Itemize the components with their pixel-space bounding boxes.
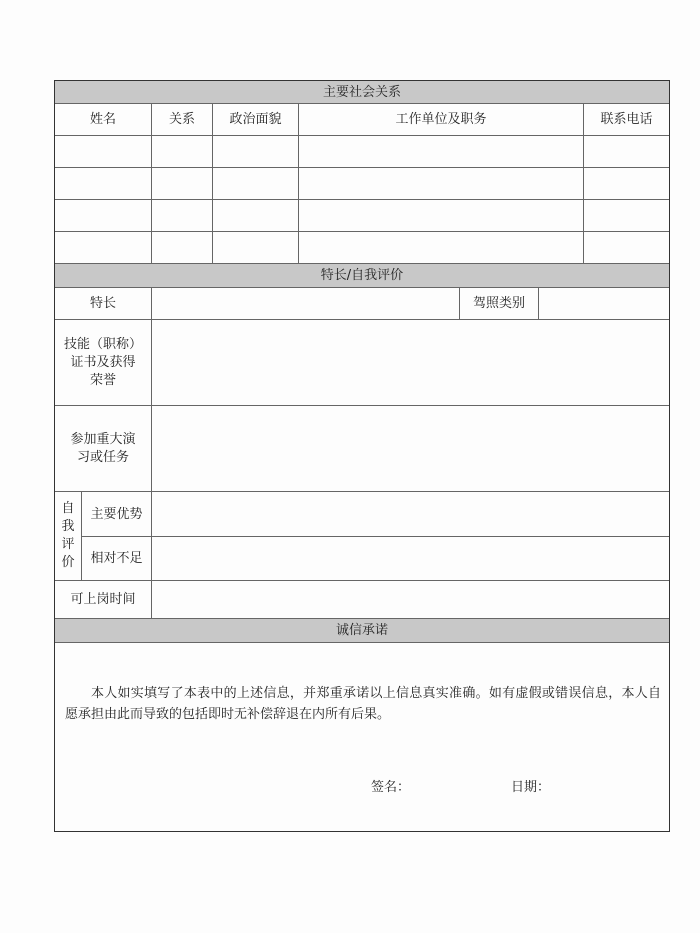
pledge-title: 诚信承诺 xyxy=(335,623,388,638)
column-header-political-status xyxy=(213,104,299,136)
date-label: 日期： xyxy=(511,780,551,795)
certificates-label-line-1: 技能（职称） xyxy=(63,336,142,352)
relation-row-4-phone[interactable] xyxy=(584,232,669,264)
relation-row-4-relation[interactable] xyxy=(152,232,213,264)
relation-row-1-relation[interactable] xyxy=(152,136,213,168)
license-label: 驾照类别 xyxy=(472,296,525,311)
relation-row-2-political[interactable] xyxy=(213,168,299,200)
weaknesses-label-cell xyxy=(82,537,152,581)
application-form xyxy=(54,80,670,832)
certificates-label-cell xyxy=(55,320,152,406)
certificates-label-line-2: 证书及获得 xyxy=(70,354,136,370)
column-header-phone xyxy=(584,104,669,136)
strengths-label-cell xyxy=(82,492,152,537)
relation-row-3-workplace[interactable] xyxy=(299,200,584,232)
relation-row-3-relation[interactable] xyxy=(152,200,213,232)
relation-row-4-name[interactable] xyxy=(55,232,152,264)
self-eval-label-cell xyxy=(55,492,82,581)
relation-row-1-workplace[interactable] xyxy=(299,136,584,168)
relation-row-2-relation[interactable] xyxy=(152,168,213,200)
relation-row-1-name[interactable] xyxy=(55,136,152,168)
column-relation-label: 关系 xyxy=(168,112,195,127)
column-workplace-label: 工作单位及职务 xyxy=(395,112,487,127)
specialty-label: 特长 xyxy=(89,296,116,311)
missions-label-line-2: 习或任务 xyxy=(76,449,129,465)
specialty-field[interactable] xyxy=(152,288,460,320)
relation-row-3-political[interactable] xyxy=(213,200,299,232)
certificates-label-line-3: 荣誉 xyxy=(89,372,116,388)
column-header-workplace xyxy=(299,104,584,136)
skills-header xyxy=(55,264,669,288)
relation-row-2-workplace[interactable] xyxy=(299,168,584,200)
signature-label: 签名： xyxy=(371,780,411,795)
strengths-label: 主要优势 xyxy=(90,506,143,522)
relation-row-1-phone[interactable] xyxy=(584,136,669,168)
availability-label: 可上岗时间 xyxy=(70,592,136,607)
social-relations-title: 主要社会关系 xyxy=(322,84,401,100)
self-eval-char-3: 评 xyxy=(61,537,75,552)
skills-title: 特长/自我评价 xyxy=(320,268,404,283)
relation-row-1-political[interactable] xyxy=(213,136,299,168)
relation-row-3-name[interactable] xyxy=(55,200,152,232)
specialty-label-cell xyxy=(55,288,152,320)
social-relations-header xyxy=(55,81,669,104)
column-political-label: 政治面貌 xyxy=(229,112,282,127)
self-eval-char-1: 自 xyxy=(61,501,75,516)
weaknesses-label: 相对不足 xyxy=(90,551,143,566)
column-header-name xyxy=(55,104,152,136)
relation-row-4-political[interactable] xyxy=(213,232,299,264)
missions-label-line-1: 参加重大演 xyxy=(70,431,136,447)
relation-row-4-workplace[interactable] xyxy=(299,232,584,264)
self-eval-char-4: 价 xyxy=(61,555,75,570)
license-label-cell xyxy=(460,288,539,320)
column-phone-label: 联系电话 xyxy=(600,112,653,127)
license-field[interactable] xyxy=(539,288,669,320)
relation-row-3-phone[interactable] xyxy=(584,200,669,232)
self-eval-char-2: 我 xyxy=(61,519,75,534)
missions-label-cell xyxy=(55,406,152,492)
column-header-relation xyxy=(152,104,213,136)
availability-field[interactable] xyxy=(152,581,669,619)
missions-field[interactable] xyxy=(152,406,669,492)
weaknesses-field[interactable] xyxy=(152,537,669,581)
certificates-field[interactable] xyxy=(152,320,669,406)
strengths-field[interactable] xyxy=(152,492,669,537)
pledge-section xyxy=(55,643,671,831)
relation-row-2-name[interactable] xyxy=(55,168,152,200)
availability-label-cell xyxy=(55,581,152,619)
relation-row-2-phone[interactable] xyxy=(584,168,669,200)
pledge-header xyxy=(55,619,669,643)
pledge-text: 本人如实填写了本表中的上述信息，并郑重承诺以上信息真实准确。如有虚假或错误信息，本人自愿承担由此而导致的包括即时无补偿辞退在内所有后果。 xyxy=(65,686,661,722)
column-name-label: 姓名 xyxy=(89,112,116,127)
